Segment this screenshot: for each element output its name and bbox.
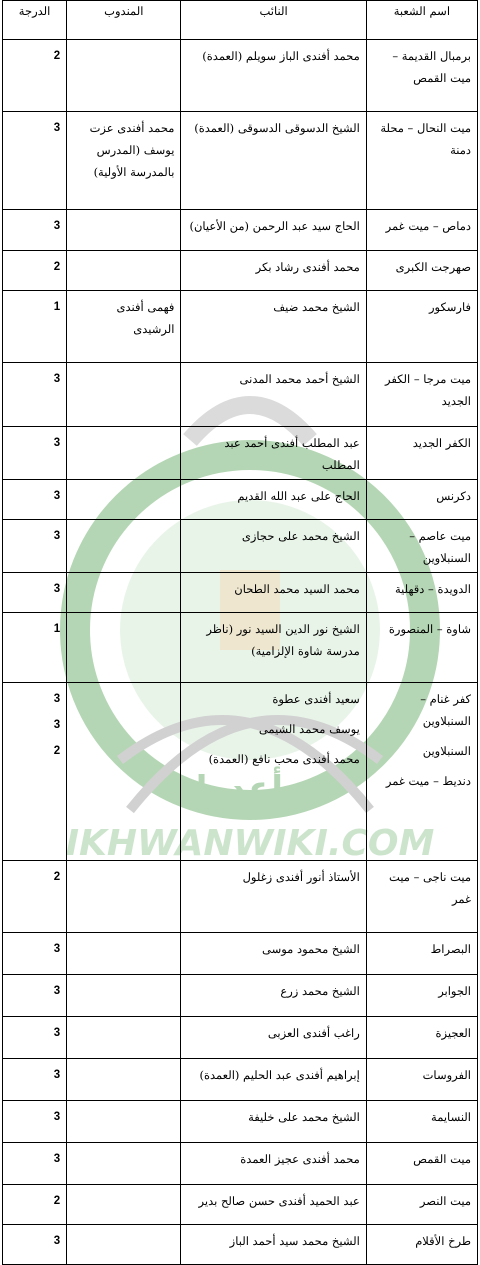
header-branch-name: اسم الشعبة [366, 1, 477, 40]
table-row [3, 975, 478, 1017]
degree: 3 [3, 1101, 67, 1143]
delegate-name [67, 40, 181, 112]
table-row [3, 1017, 478, 1059]
table-row [3, 520, 478, 573]
delegate-name [67, 480, 181, 520]
delegate-name [67, 251, 181, 291]
degree: 3 [3, 933, 67, 975]
degree: 3 [53, 693, 61, 705]
degree: 3 [3, 1225, 67, 1265]
table-row-combined [3, 683, 478, 861]
deputy-name: عبد الحميد أفندى حسن صالح بدير [181, 1185, 366, 1225]
deputy-name: الشيخ محمود موسى [181, 933, 366, 975]
table-row [3, 480, 478, 520]
table-row [3, 427, 478, 480]
delegate-name [67, 573, 181, 613]
table-row [3, 573, 478, 613]
degree: 2 [3, 251, 67, 291]
table-row [3, 1059, 478, 1101]
branch-name: السنبلاوين [422, 744, 471, 758]
delegate-name [67, 427, 181, 480]
deputy-name-group [181, 683, 366, 861]
delegate-name [67, 1225, 181, 1265]
deputy-name: الشيخ نور الدين السيد نور (ناظر مدرسة شاوة الإلزامية) [181, 613, 366, 683]
deputy-name: الحاج على عبد الله القديم [181, 480, 366, 520]
branch-name: شاوة – المنصورة [366, 613, 477, 683]
delegate-name: محمد أفندى عزت يوسف (المدرس بالمدرسة الأولية) [67, 112, 181, 210]
degree: 3 [3, 210, 67, 251]
branch-name: دكرنس [366, 480, 477, 520]
table-row [3, 1143, 478, 1185]
degree: 3 [3, 573, 67, 613]
branches-table [2, 0, 478, 1265]
table-row [3, 613, 478, 683]
degree: 3 [3, 480, 67, 520]
branch-name: ميت عاصم – السنبلاوين [366, 520, 477, 573]
header-deputy: النائب [181, 1, 366, 40]
branch-name: فارسكور [366, 291, 477, 363]
degree: 3 [3, 427, 67, 480]
deputy-name: محمد أفندى محب نافع (العمدة) [208, 752, 360, 766]
degree: 3 [3, 1017, 67, 1059]
table-row [3, 112, 478, 210]
delegate-name [67, 1101, 181, 1143]
branch-name: ميت مرجا – الكفر الجديد [366, 363, 477, 427]
branch-name: ميت النصر [366, 1185, 477, 1225]
table-row [3, 210, 478, 251]
degree: 2 [3, 861, 67, 933]
watermark-text: IKHWANWIKI.COM [65, 823, 435, 864]
branch-name: دماص – ميت غمر [366, 210, 477, 251]
delegate-name [67, 613, 181, 683]
branch-name: البصراط [366, 933, 477, 975]
degree: 3 [3, 363, 67, 427]
degree: 3 [3, 112, 67, 210]
table-row [3, 933, 478, 975]
deputy-name: محمد أفندى عجيز العمدة [181, 1143, 366, 1185]
degree: 1 [3, 613, 67, 683]
degree: 3 [3, 1059, 67, 1101]
deputy-name: الشيخ محمد ضيف [181, 291, 366, 363]
deputy-name: الشيخ الدسوقى الدسوقى (العمدة) [181, 112, 366, 210]
delegate-name [67, 363, 181, 427]
deputy-name: الشيخ محمد على خليفة [181, 1101, 366, 1143]
branch-name: ميت النحال – محلة دمنة [366, 112, 477, 210]
table-row [3, 1185, 478, 1225]
delegate-name [67, 1143, 181, 1185]
deputy-name: الشيخ أحمد محمد المدنى [181, 363, 366, 427]
branch-name: ميت ناجى – ميت غمر [366, 861, 477, 933]
degree: 3 [3, 1143, 67, 1185]
branch-name: الكفر الجديد [366, 427, 477, 480]
degree: 3 [53, 719, 61, 731]
branch-name: النسايمة [366, 1101, 477, 1143]
table-row [3, 251, 478, 291]
branch-name: صهرجت الكبرى [366, 251, 477, 291]
branch-name: طرخ الأقلام [366, 1225, 477, 1265]
branch-name: برمبال القديمة – ميت القمص [366, 40, 477, 112]
deputy-name: إبراهيم أفندى عبد الحليم (العمدة) [181, 1059, 366, 1101]
deputy-name: الشيخ محمد سيد أحمد الباز [181, 1225, 366, 1265]
deputy-name: راغب أفندى العزبى [181, 1017, 366, 1059]
branch-name: كفر غنام – السنبلاوين [420, 692, 471, 728]
deputy-name: محمد أفندى الباز سويلم (العمدة) [181, 40, 366, 112]
deputy-name: الشيخ محمد زرع [181, 975, 366, 1017]
delegate-name [67, 861, 181, 933]
delegate-name: فهمى أفندى الرشيدى [67, 291, 181, 363]
degree: 3 [3, 520, 67, 573]
branch-name: ميت القمص [366, 1143, 477, 1185]
table-row [3, 363, 478, 427]
branch-name-group [366, 683, 477, 861]
branch-name: الدويدة – دقهلية [366, 573, 477, 613]
table-row [3, 291, 478, 363]
table-row [3, 1101, 478, 1143]
degree: 3 [3, 975, 67, 1017]
branch-name: العجيزة [366, 1017, 477, 1059]
table-row [3, 1225, 478, 1265]
delegate-name [67, 933, 181, 975]
delegate-name [67, 1185, 181, 1225]
table-row [3, 40, 478, 112]
deputy-name: الحاج سيد عبد الرحمن (من الأعيان) [181, 210, 366, 251]
degree-group [3, 683, 67, 861]
delegate-name [67, 1059, 181, 1101]
branch-name: الجوابر [366, 975, 477, 1017]
delegate-name [67, 210, 181, 251]
deputy-name: الأستاذ أنور أفندى زغلول [181, 861, 366, 933]
delegate-name [67, 1017, 181, 1059]
watermark-motto: وأعدوا [195, 769, 305, 809]
delegate-name [67, 975, 181, 1017]
degree: 2 [3, 1185, 67, 1225]
header-degree: الدرجة [3, 1, 67, 40]
degree: 2 [53, 745, 61, 757]
delegate-name [67, 520, 181, 573]
branch-name: الفروسات [366, 1059, 477, 1101]
header-delegate: المندوب [67, 1, 181, 40]
degree: 2 [3, 40, 67, 112]
deputy-name: عبد المطلب أفندى أحمد عبد المطلب [181, 427, 366, 480]
table-row [3, 861, 478, 933]
deputy-name: الشيخ محمد على حجازى [181, 520, 366, 573]
delegate-name [67, 683, 181, 861]
deputy-name: محمد أفندى رشاد بكر [181, 251, 366, 291]
deputy-name: محمد السيد محمد الطحان [181, 573, 366, 613]
branch-name: دنديط – ميت غمر [385, 774, 471, 788]
deputy-name: سعيد أفندى عطوة [272, 692, 360, 706]
degree: 1 [3, 291, 67, 363]
header-row [3, 1, 478, 40]
deputy-name: يوسف محمد الشيمى [258, 722, 360, 736]
